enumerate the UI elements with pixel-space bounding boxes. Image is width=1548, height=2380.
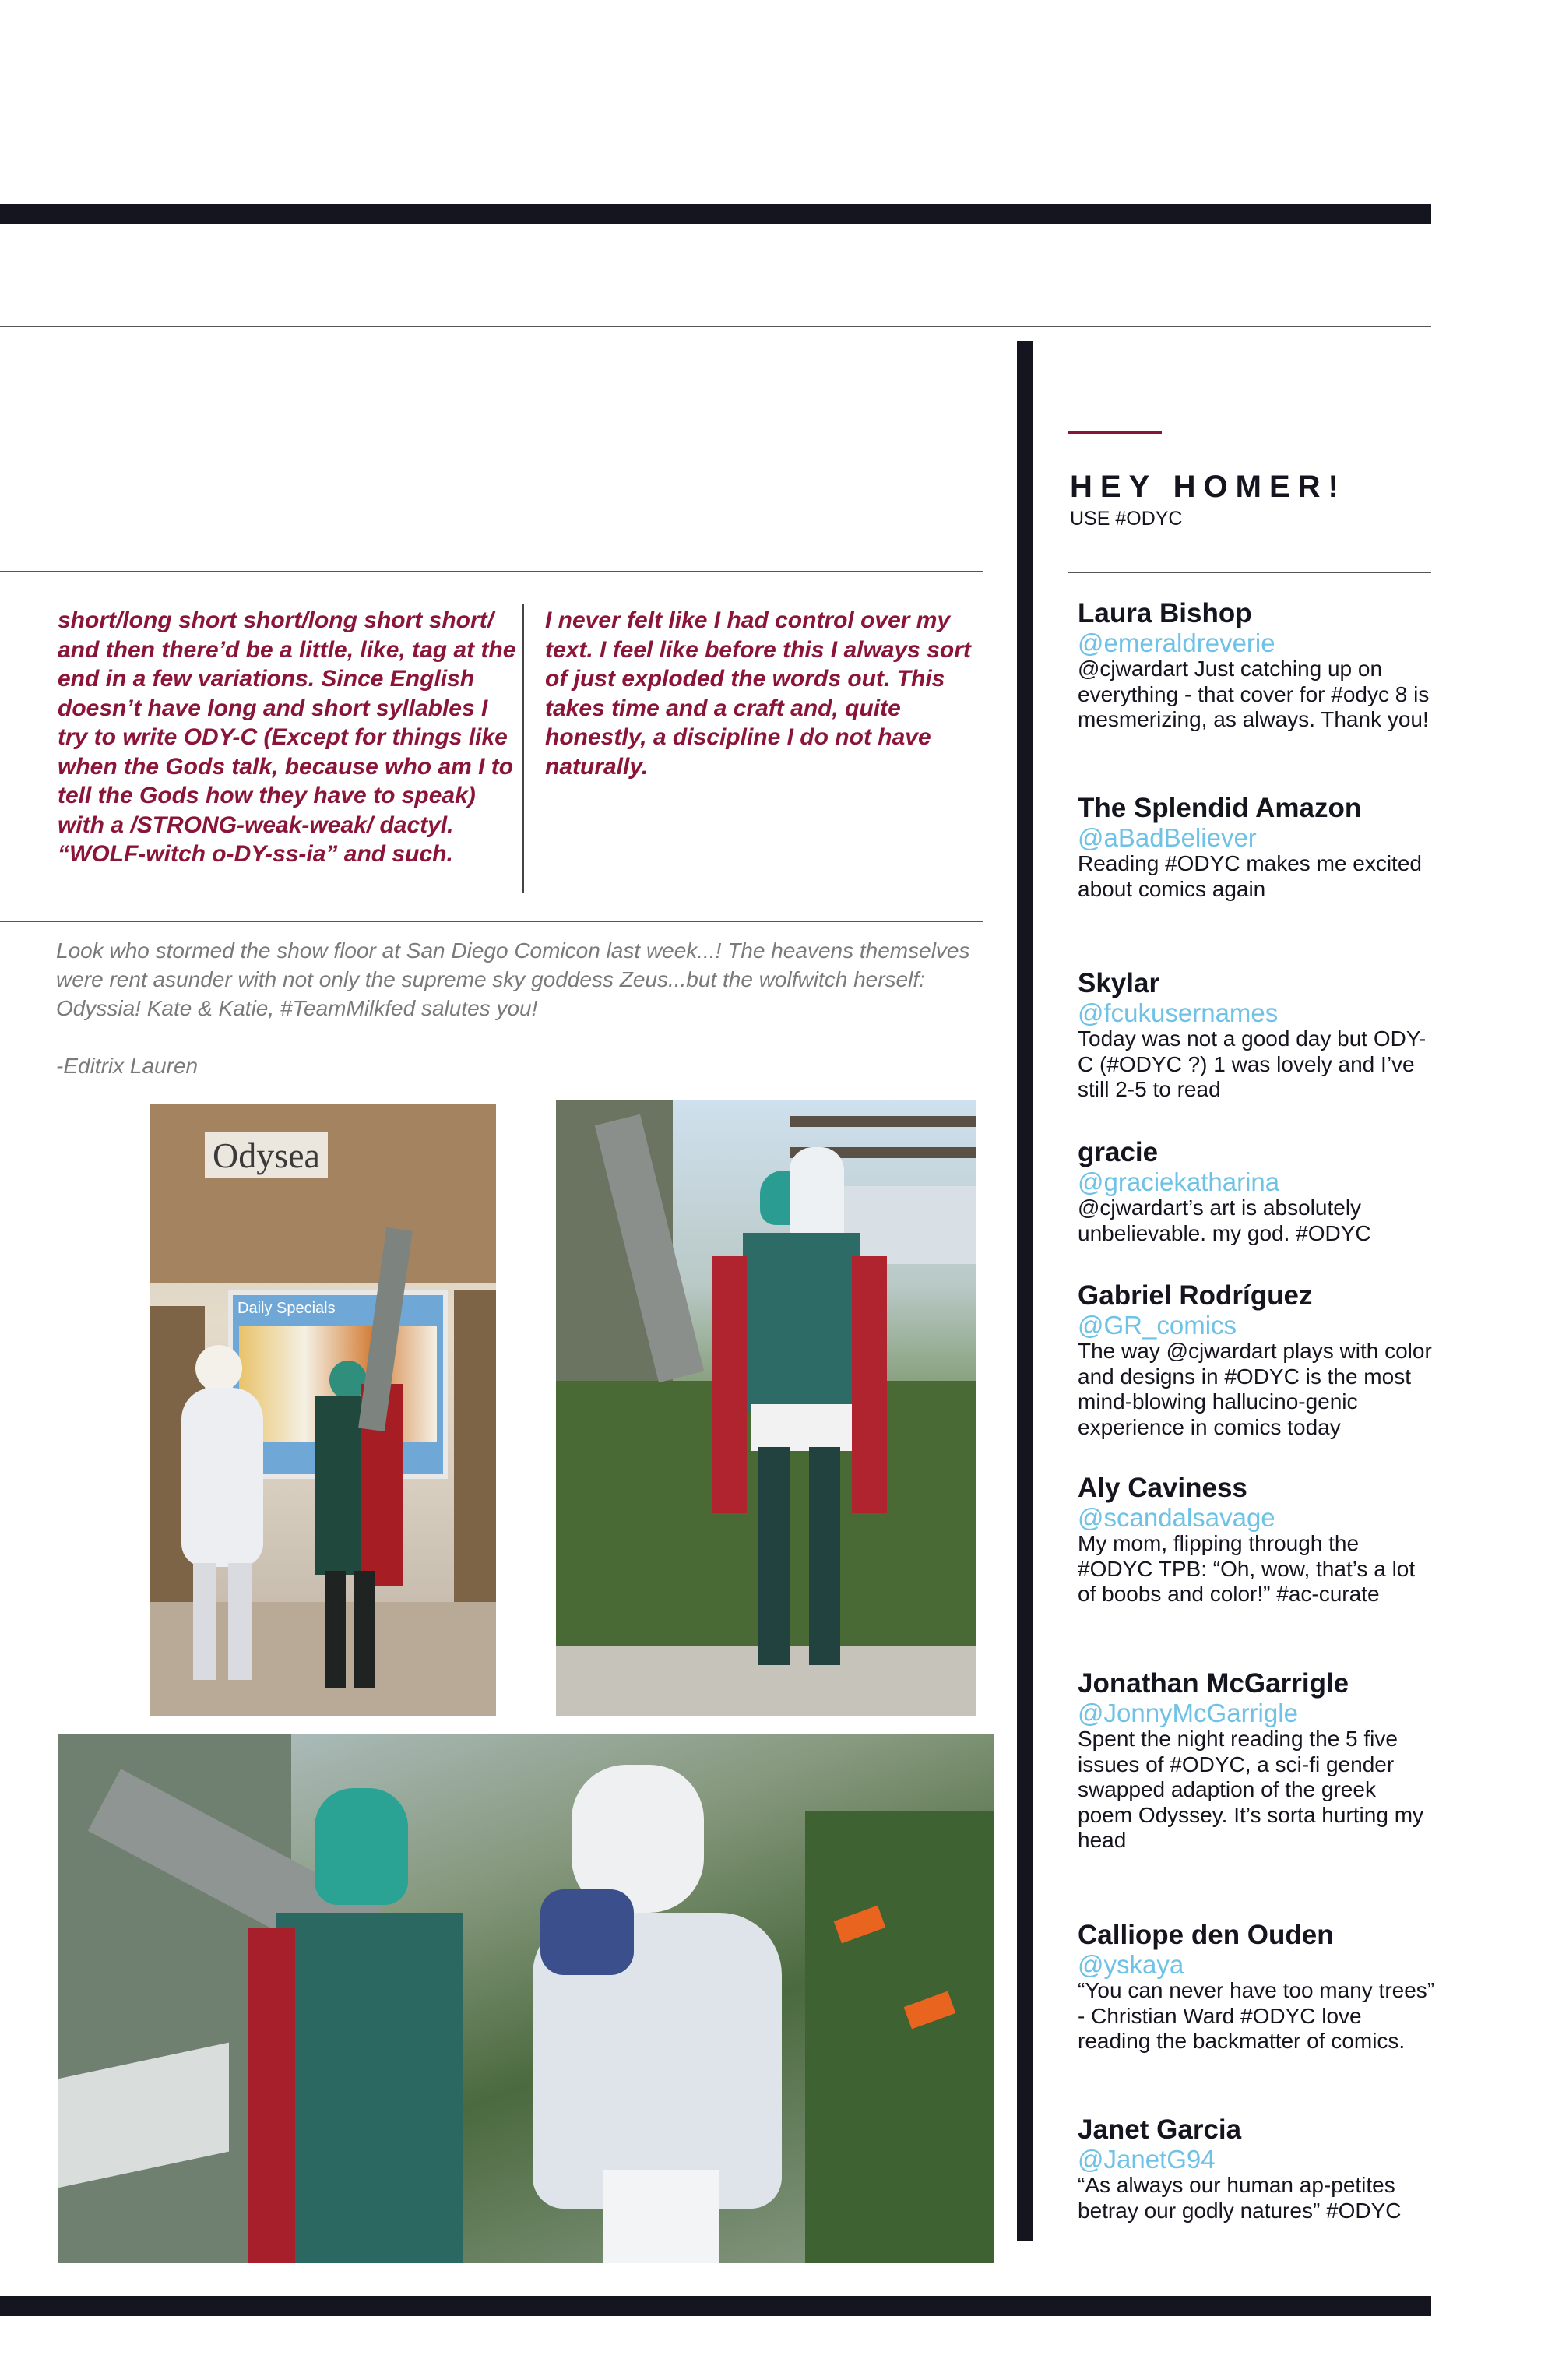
- bottom-footer-bar: [0, 2296, 1431, 2316]
- sidebar-rule: [1068, 572, 1431, 573]
- tweet-entry: [1078, 1919, 1436, 2054]
- photo-caption: Look who stormed the show floor at San Diego Comicon last week...! The heavens themselves were rent asunder with not only the supreme sky goddess Zeus...but the wolfwitch herself: Odyssia! Kate & Katie, #TeamMilkfed salutes you!: [56, 938, 970, 1020]
- interview-quote-left: short/long short short/long short short/ and then there’d be a little, like, tag at the end in a few variations. Since English doesn’t have long and short syllables I try to write ODY-C (Except for things like when the Gods talk, because who am I to tell the Gods how they have to speak) with a /STRONG-weak-weak/ dactyl. “WOLF-witch o-DY-ss-ia” and such.: [58, 607, 516, 867]
- cosplay-photo-restaurant: [150, 1104, 496, 1716]
- tweet-author: Gabriel Rodríguez: [1078, 1280, 1313, 1311]
- cosplay-photo-garden: [556, 1100, 976, 1716]
- tweet-text: The way @cjwardart plays with color and designs in #ODYC is the most mind-blowing hallucino-genic experience in comics today: [1078, 1339, 1432, 1439]
- tweet-entry: [1078, 597, 1436, 733]
- tweet-handle[interactable]: @yskaya: [1078, 1950, 1184, 1979]
- tweet-text: Spent the night reading the 5 five issues of #ODYC, a sci-fi gender swapped adaption of the greek poem Odyssey. It’s sorta hurting my head: [1078, 1727, 1424, 1852]
- sidebar-title: HEY HOMER!: [1070, 470, 1346, 504]
- odysea-sign: [205, 1135, 368, 1205]
- bird-of-paradise-plants: [805, 1811, 994, 2263]
- tweet-text: My mom, flipping through the #ODYC TPB: “Oh, wow, that’s a lot of boobs and color!” #ac-curate: [1078, 1531, 1416, 1606]
- quote-top-rule: [0, 571, 983, 572]
- tweet-entry: [1078, 967, 1436, 1103]
- tweet-author: The Splendid Amazon: [1078, 793, 1362, 823]
- tweet-text: @cjwardart’s art is absolutely unbelievable. my god. #ODYC: [1078, 1195, 1371, 1245]
- column-divider: [522, 604, 524, 892]
- sidebar-accent-line: [1068, 431, 1162, 434]
- tweet-entry: [1078, 2114, 1436, 2223]
- top-header-bar: [0, 204, 1431, 224]
- tweet-author: Laura Bishop: [1078, 598, 1252, 628]
- tweet-handle[interactable]: @fcukusernames: [1078, 998, 1279, 1027]
- tweet-text: @cjwardart Just catching up on everything - that cover for #odyc 8 is mesmerizing, as always. Thank you!: [1078, 657, 1430, 731]
- sidebar-divider-bar: [1017, 341, 1033, 2241]
- tweet-author: Skylar: [1078, 968, 1160, 998]
- tweet-author: Aly Caviness: [1078, 1473, 1247, 1503]
- tweet-text: Reading #ODYC makes me excited about comics again: [1078, 851, 1422, 901]
- cosplayer-white-body: [181, 1388, 263, 1567]
- tweet-entry: [1078, 792, 1436, 902]
- tweet-handle[interactable]: @JonnyMcGarrigle: [1078, 1699, 1298, 1727]
- cosplayer-green-armor: [743, 1233, 860, 1412]
- menu-screen-text: Daily Specials: [237, 1300, 336, 1317]
- tweet-author: Calliope den Ouden: [1078, 1920, 1334, 1950]
- cosplayer-helmet-close: [315, 1788, 408, 1905]
- tweet-handle[interactable]: @GR_comics: [1078, 1311, 1237, 1340]
- tweet-handle[interactable]: @scandalsavage: [1078, 1503, 1275, 1532]
- tweet-author: Janet Garcia: [1078, 2114, 1242, 2145]
- cosplayer-scarf: [540, 1889, 634, 1975]
- tweet-handle[interactable]: @aBadBeliever: [1078, 823, 1257, 852]
- tweet-handle[interactable]: @JanetG94: [1078, 2145, 1216, 2174]
- cosplayer-green-close: [276, 1913, 463, 2263]
- tweet-entry: [1078, 1136, 1436, 1246]
- odysea-sign-text: Odysea: [205, 1132, 328, 1178]
- cosplay-photo-duo: [58, 1734, 994, 2263]
- tweet-entry: [1078, 1472, 1436, 1607]
- editor-signature: -Editrix Lauren: [56, 1054, 199, 1078]
- tweet-author: Jonathan McGarrigle: [1078, 1668, 1349, 1699]
- tweet-text: Today was not a good day but ODY-C (#ODYC ?) 1 was lovely and I’ve still 2-5 to read: [1078, 1026, 1427, 1101]
- tweet-handle[interactable]: @emeraldreverie: [1078, 628, 1275, 657]
- tweet-entry: [1078, 1280, 1436, 1440]
- tweet-handle[interactable]: @graciekatharina: [1078, 1167, 1280, 1196]
- sidebar-subtitle: USE #ODYC: [1070, 508, 1183, 530]
- tweet-author: gracie: [1078, 1137, 1159, 1167]
- tweet-text: “You can never have too many trees” - Christian Ward #ODYC love reading the backmatter of comics.: [1078, 1978, 1435, 2053]
- interview-quote-right: I never felt like I had control over my text. I feel like before this I always sort of just exploded the words out. This takes time and a craft and, quite honestly, a discipline I do not have naturally.: [545, 607, 971, 780]
- tweet-text: “As always our human ap-petites betray our godly natures” #ODYC: [1078, 2173, 1402, 2223]
- header-rule: [0, 326, 1431, 327]
- quote-bottom-rule: [0, 921, 983, 922]
- tweet-entry: [1078, 1667, 1436, 1854]
